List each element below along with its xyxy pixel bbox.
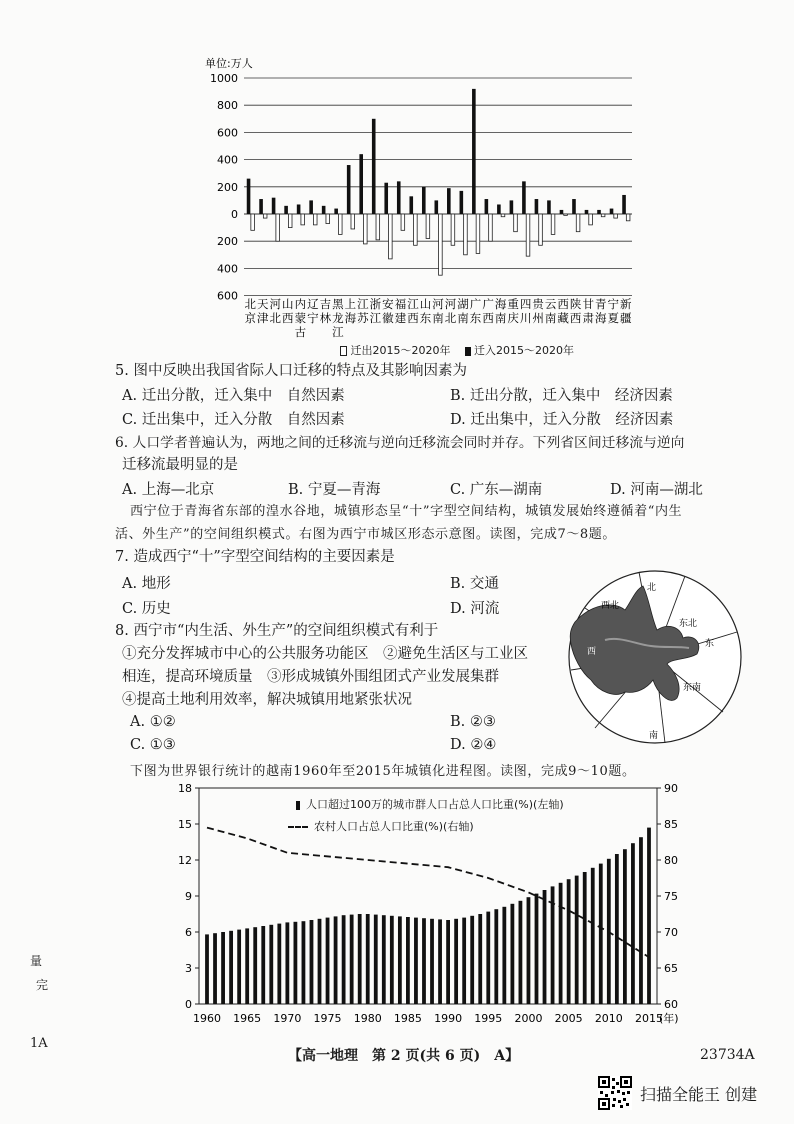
city-population-bar	[245, 928, 249, 1004]
out-migration-bar	[539, 214, 543, 245]
city-population-bar	[261, 926, 265, 1004]
city-population-bar	[350, 915, 354, 1004]
q6-option-c[interactable]: C. 广东—湖南	[450, 482, 543, 498]
q8-option-a[interactable]: A. ①②	[130, 714, 176, 730]
left-tick-label: 6	[185, 926, 192, 939]
x-tick-label: 1965	[233, 1012, 262, 1025]
out-migration-bar	[551, 214, 555, 234]
out-migration-bar	[351, 214, 355, 229]
city-population-bar	[422, 918, 426, 1004]
q7-option-a[interactable]: A. 地形	[122, 576, 171, 592]
city-population-bar	[454, 919, 458, 1004]
city-population-bar	[398, 916, 402, 1004]
province-label: 蒙	[294, 311, 307, 325]
province-label: 安	[382, 297, 394, 311]
city-population-bar	[253, 927, 257, 1004]
out-migration-bar	[251, 214, 255, 230]
q8-statement-line3: ④提高土地利用效率，解决城镇用地紧张状况	[122, 692, 412, 708]
chart2-legend-line	[288, 818, 474, 834]
city-population-bar	[494, 909, 498, 1004]
legend-out-swatch	[340, 346, 347, 356]
map-label-northwest: 西北	[601, 601, 620, 611]
province-label: 江	[369, 311, 382, 325]
province-label: 龙	[332, 311, 344, 325]
in-migration-bar	[309, 200, 313, 214]
q5-option-b[interactable]: B. 迁出分散，迁入集中 经济因素	[450, 388, 673, 404]
out-migration-bar	[389, 214, 393, 259]
right-tick-label: 75	[664, 890, 678, 903]
chart1-legend	[340, 342, 574, 358]
province-label: 甘	[582, 297, 594, 311]
out-migration-bar	[439, 214, 443, 275]
in-migration-bar	[247, 179, 251, 214]
out-migration-bar	[414, 214, 418, 245]
out-migration-bar	[526, 214, 530, 256]
right-tick-label: 90	[664, 782, 678, 795]
province-label: 肃	[582, 311, 594, 325]
province-label: 陕	[569, 297, 582, 311]
legend-line-swatch	[288, 826, 308, 828]
province-label: 古	[294, 325, 307, 339]
q5-stem: 5. 图中反映出我国省际人口迁移的特点及其影响因素为	[115, 363, 467, 379]
q7-option-c[interactable]: C. 历史	[122, 601, 171, 617]
in-migration-bar	[334, 209, 338, 214]
city-population-bar	[510, 904, 514, 1004]
province-label: 广	[482, 297, 494, 311]
in-migration-bar	[384, 183, 388, 214]
city-population-bar	[285, 922, 289, 1004]
city-population-bar	[302, 921, 306, 1004]
x-tick-label: 2000	[514, 1012, 543, 1025]
out-migration-bar	[301, 214, 305, 225]
out-migration-bar	[489, 214, 493, 241]
city-population-bar	[430, 919, 434, 1004]
in-migration-bar	[472, 89, 476, 214]
right-tick-label: 85	[664, 818, 678, 831]
city-population-bar	[446, 920, 450, 1004]
x-tick-label: 1970	[273, 1012, 302, 1025]
vietnam-urbanization-chart	[165, 778, 705, 1028]
chart1-unit-label: 单位:万人	[205, 57, 253, 70]
right-tick-label: 65	[664, 962, 678, 975]
province-label: 宁	[607, 297, 619, 311]
x-tick-label: 2015	[635, 1012, 663, 1025]
province-label: 海	[494, 297, 507, 311]
qr-code-icon	[598, 1076, 632, 1110]
city-population-bar	[623, 849, 627, 1004]
map-label-northeast: 东北	[679, 619, 698, 629]
province-label: 州	[532, 311, 544, 325]
q5-option-c[interactable]: C. 迁出集中，迁入分散 自然因素	[122, 412, 345, 428]
xining-city-map	[565, 560, 745, 755]
out-migration-bar	[364, 214, 368, 244]
legend-bar-label: 人口超过100万的城市群人口占总人口比重(%)(左轴)	[306, 798, 564, 811]
province-label: 西	[407, 311, 419, 325]
q8-stem: 8. 西宁市“内生活、外生产”的空间组织模式有利于	[115, 623, 439, 639]
in-migration-bar	[510, 200, 514, 214]
city-population-bar	[326, 918, 330, 1004]
in-migration-bar	[497, 204, 501, 214]
in-migration-bar	[422, 187, 426, 214]
province-label: 青	[594, 297, 607, 311]
out-migration-bar	[501, 214, 505, 217]
province-label: 藏	[557, 311, 569, 325]
in-migration-bar	[572, 199, 576, 214]
out-migration-bar	[376, 214, 380, 240]
in-migration-bar	[585, 210, 589, 214]
province-label: 川	[519, 311, 532, 325]
left-tick-label: 12	[178, 854, 192, 867]
city-population-bar	[647, 828, 651, 1004]
province-label: 海	[344, 311, 357, 325]
out-migration-bar	[589, 214, 593, 225]
province-label: 东	[419, 311, 432, 325]
q8-option-b[interactable]: B. ②③	[450, 714, 496, 730]
province-label: 津	[257, 311, 269, 325]
y-tick-label: 0	[231, 208, 238, 221]
x-tick-label: 2005	[554, 1012, 583, 1025]
right-tick-label: 60	[664, 998, 678, 1011]
province-label: 云	[544, 297, 557, 311]
city-population-bar	[334, 916, 338, 1004]
page-footer: 【高一地理 第 2 页(共 6 页) A】	[288, 1048, 520, 1064]
province-label: 南	[544, 311, 557, 325]
out-migration-bar	[326, 214, 330, 224]
in-migration-bar	[397, 181, 401, 214]
province-label: 海	[594, 311, 607, 325]
province-label: 福	[394, 297, 407, 311]
map-label-east: 东	[705, 639, 715, 649]
y-tick-label: 400	[217, 153, 238, 167]
out-migration-bar	[288, 214, 292, 228]
y-tick-label: 400	[217, 262, 238, 276]
y-tick-label: 200	[217, 180, 238, 194]
out-migration-bar	[401, 214, 405, 230]
x-tick-label: 2010	[594, 1012, 623, 1025]
in-migration-bar	[622, 195, 626, 214]
city-population-bar	[406, 917, 410, 1004]
province-label: 西	[557, 297, 569, 311]
left-tick-label: 15	[178, 818, 192, 831]
out-migration-bar	[338, 214, 342, 234]
province-label: 疆	[619, 311, 632, 325]
city-population-bar	[310, 920, 314, 1004]
province-label: 北	[269, 311, 282, 325]
out-migration-bar	[601, 214, 605, 217]
out-migration-bar	[476, 214, 480, 253]
q6-stem-line2: 迁移流最明显的是	[122, 457, 238, 473]
province-label: 北	[444, 311, 457, 325]
legend-line-label: 农村人口占总人口比重(%)(右轴)	[314, 820, 474, 833]
map-label-north: 北	[647, 583, 657, 593]
province-label: 西	[482, 311, 494, 325]
right-tick-label: 70	[664, 926, 678, 939]
city-population-bar	[414, 918, 418, 1004]
province-label: 河	[432, 297, 444, 311]
city-population-bar	[486, 912, 490, 1004]
province-label: 辽	[307, 297, 319, 311]
province-label: 上	[344, 297, 357, 311]
city-population-bar	[358, 914, 362, 1004]
x-tick-label: 1985	[393, 1012, 422, 1025]
province-label: 南	[494, 311, 507, 325]
city-population-bar	[390, 916, 394, 1004]
map-label-west: 西	[587, 647, 597, 657]
in-migration-bar	[359, 154, 363, 214]
city-population-bar	[543, 890, 547, 1004]
legend-in-swatch	[465, 347, 471, 356]
province-label: 徽	[382, 311, 394, 325]
province-label: 南	[457, 311, 469, 325]
x-tick-label: 1990	[434, 1012, 463, 1025]
margin-char-2: 完	[36, 978, 49, 992]
q7-option-b[interactable]: B. 交通	[450, 576, 499, 592]
intro-7-8-line2: 活、外生产”的空间组织模式。右图为西宁市城区形态示意图。读图，完成7～8题。	[115, 527, 616, 542]
province-label: 贵	[532, 297, 544, 311]
x-tick-label: 1980	[353, 1012, 382, 1025]
in-migration-bar	[597, 210, 601, 214]
province-label: 建	[394, 311, 407, 325]
legend-in-label: 迁入2015～2020年	[474, 344, 574, 357]
province-label: 四	[519, 297, 532, 311]
province-label: 河	[444, 297, 457, 311]
city-population-bar	[269, 925, 273, 1004]
q6-option-d[interactable]: D. 河南—湖北	[610, 482, 703, 498]
in-migration-bar	[522, 181, 526, 214]
in-migration-bar	[547, 200, 551, 214]
province-label: 湖	[457, 297, 469, 311]
in-migration-bar	[560, 210, 564, 214]
city-population-bar	[519, 901, 523, 1004]
left-tick-label: 18	[178, 782, 192, 795]
city-population-bar	[318, 919, 322, 1004]
province-label: 重	[507, 297, 519, 311]
province-label: 浙	[369, 297, 382, 311]
city-population-bar	[631, 843, 635, 1004]
city-population-bar	[470, 916, 474, 1004]
province-label: 东	[469, 311, 482, 325]
x-unit-label: (年)	[659, 1012, 679, 1025]
out-migration-bar	[576, 214, 580, 232]
exam-code: 23734A	[700, 1047, 755, 1063]
in-migration-bar	[435, 200, 439, 214]
y-tick-label: 600	[217, 289, 238, 303]
city-population-bar	[583, 872, 587, 1004]
intro-7-8-line1: 西宁位于青海省东部的湟水谷地，城镇形态呈“十”字型空间结构，城镇发展始终遵循着“内生	[130, 504, 683, 519]
q8-statement-line2: 相连，提高环境质量 ③形成城镇外围组团式产业发展集群	[122, 669, 499, 685]
city-population-bar	[567, 879, 571, 1004]
province-label: 内	[294, 297, 307, 311]
out-migration-bar	[464, 214, 468, 255]
in-migration-bar	[372, 119, 376, 214]
q6-option-a[interactable]: A. 上海—北京	[122, 482, 215, 498]
province-label: 黑	[332, 297, 344, 311]
province-label: 天	[257, 297, 269, 311]
out-migration-bar	[614, 214, 618, 218]
x-tick-label: 1975	[313, 1012, 342, 1025]
out-migration-bar	[626, 214, 630, 221]
province-label: 河	[269, 297, 282, 311]
out-migration-bar	[451, 214, 455, 245]
out-migration-bar	[564, 214, 568, 215]
city-population-bar	[462, 918, 466, 1004]
in-migration-bar	[284, 206, 288, 214]
out-migration-bar	[514, 214, 518, 232]
q6-stem-line1: 6. 人口学者普遍认为，两地之间的迁移流与逆向迁移流会同时并存。下列省区间迁移流与逆向	[115, 435, 685, 451]
province-label: 江	[332, 325, 344, 339]
migration-chart	[200, 52, 660, 357]
city-population-bar	[294, 922, 298, 1004]
in-migration-bar	[347, 165, 351, 214]
city-population-bar	[366, 914, 370, 1004]
left-tick-label: 0	[185, 998, 192, 1011]
q8-statement-line1: ①充分发挥城市中心的公共服务功能区 ②避免生活区与工业区	[122, 646, 528, 662]
left-tick-label: 3	[185, 962, 192, 975]
city-population-bar	[213, 933, 217, 1004]
province-label: 江	[357, 297, 369, 311]
x-tick-label: 1960	[193, 1012, 221, 1025]
in-migration-bar	[460, 191, 464, 214]
city-population-bar	[205, 934, 209, 1004]
province-label: 京	[244, 311, 257, 325]
map-label-south: 南	[649, 731, 659, 741]
in-migration-bar	[297, 204, 301, 214]
margin-1a: 1A	[30, 1036, 48, 1051]
city-population-bar	[374, 915, 378, 1004]
city-population-bar	[575, 876, 579, 1004]
province-label: 林	[319, 311, 332, 325]
city-population-bar	[615, 854, 619, 1004]
city-population-bar	[502, 907, 506, 1004]
city-population-bar	[342, 915, 346, 1004]
margin-char-1: 量	[30, 954, 43, 968]
map-label-southeast: 东南	[683, 683, 702, 693]
in-migration-bar	[409, 196, 413, 214]
in-migration-bar	[610, 209, 614, 214]
province-label: 江	[407, 297, 419, 311]
out-migration-bar	[276, 214, 280, 241]
city-population-bar	[535, 894, 539, 1004]
city-population-bar	[382, 915, 386, 1004]
out-migration-bar	[263, 214, 267, 218]
province-label: 庆	[507, 311, 519, 325]
q5-option-a[interactable]: A. 迁出分散，迁入集中 自然因素	[122, 388, 345, 404]
city-population-bar	[591, 868, 595, 1004]
legend-bar-swatch	[296, 801, 300, 810]
y-tick-label: 1000	[210, 72, 238, 85]
rural-population-line	[207, 828, 649, 958]
city-population-bar	[277, 924, 281, 1004]
province-label: 南	[432, 311, 444, 325]
city-population-bar	[527, 897, 531, 1004]
city-population-bar	[559, 883, 563, 1004]
legend-out-label: 迁出2015～2020年	[350, 344, 451, 357]
province-label: 北	[244, 297, 257, 311]
province-label: 苏	[357, 311, 369, 325]
province-label: 吉	[319, 297, 332, 311]
city-population-bar	[229, 931, 233, 1004]
in-migration-bar	[485, 199, 489, 214]
city-population-bar	[478, 914, 482, 1004]
city-population-bar	[599, 864, 603, 1004]
province-label: 西	[282, 311, 294, 325]
province-label: 夏	[607, 311, 619, 325]
in-migration-bar	[322, 206, 326, 214]
city-population-bar	[221, 932, 225, 1004]
q7-stem: 7. 造成西宁“十”字型空间结构的主要因素是	[115, 549, 395, 565]
out-migration-bar	[426, 214, 430, 238]
in-migration-bar	[259, 199, 263, 214]
q5-option-d[interactable]: D. 迁出集中，迁入分散 经济因素	[450, 412, 674, 428]
province-label: 西	[569, 311, 582, 325]
city-population-bar	[438, 919, 442, 1004]
city-population-bar	[237, 930, 241, 1004]
province-label: 新	[619, 297, 632, 311]
chart2-legend-bar	[296, 796, 564, 812]
x-tick-label: 1995	[474, 1012, 503, 1025]
out-migration-bar	[313, 214, 317, 225]
q7-option-d[interactable]: D. 河流	[450, 601, 500, 617]
scanner-watermark: 扫描全能王 创建	[640, 1085, 758, 1104]
y-tick-label: 600	[217, 126, 238, 140]
y-tick-label: 200	[217, 235, 238, 249]
y-tick-label: 800	[217, 99, 238, 113]
right-tick-label: 80	[664, 854, 678, 867]
city-population-bar	[639, 837, 643, 1004]
province-label: 宁	[307, 311, 319, 325]
province-label: 广	[469, 297, 482, 311]
left-tick-label: 9	[185, 890, 192, 903]
province-label: 山	[282, 297, 294, 311]
in-migration-bar	[272, 198, 276, 214]
q6-option-b[interactable]: B. 宁夏—青海	[288, 482, 381, 498]
q8-option-d[interactable]: D. ②④	[450, 737, 497, 753]
intro-9-10: 下图为世界银行统计的越南1960年至2015年城镇化进程图。读图，完成9～10题。	[130, 764, 636, 779]
q8-option-c[interactable]: C. ①③	[130, 737, 176, 753]
province-label: 山	[419, 297, 432, 311]
in-migration-bar	[447, 188, 451, 214]
in-migration-bar	[535, 199, 539, 214]
